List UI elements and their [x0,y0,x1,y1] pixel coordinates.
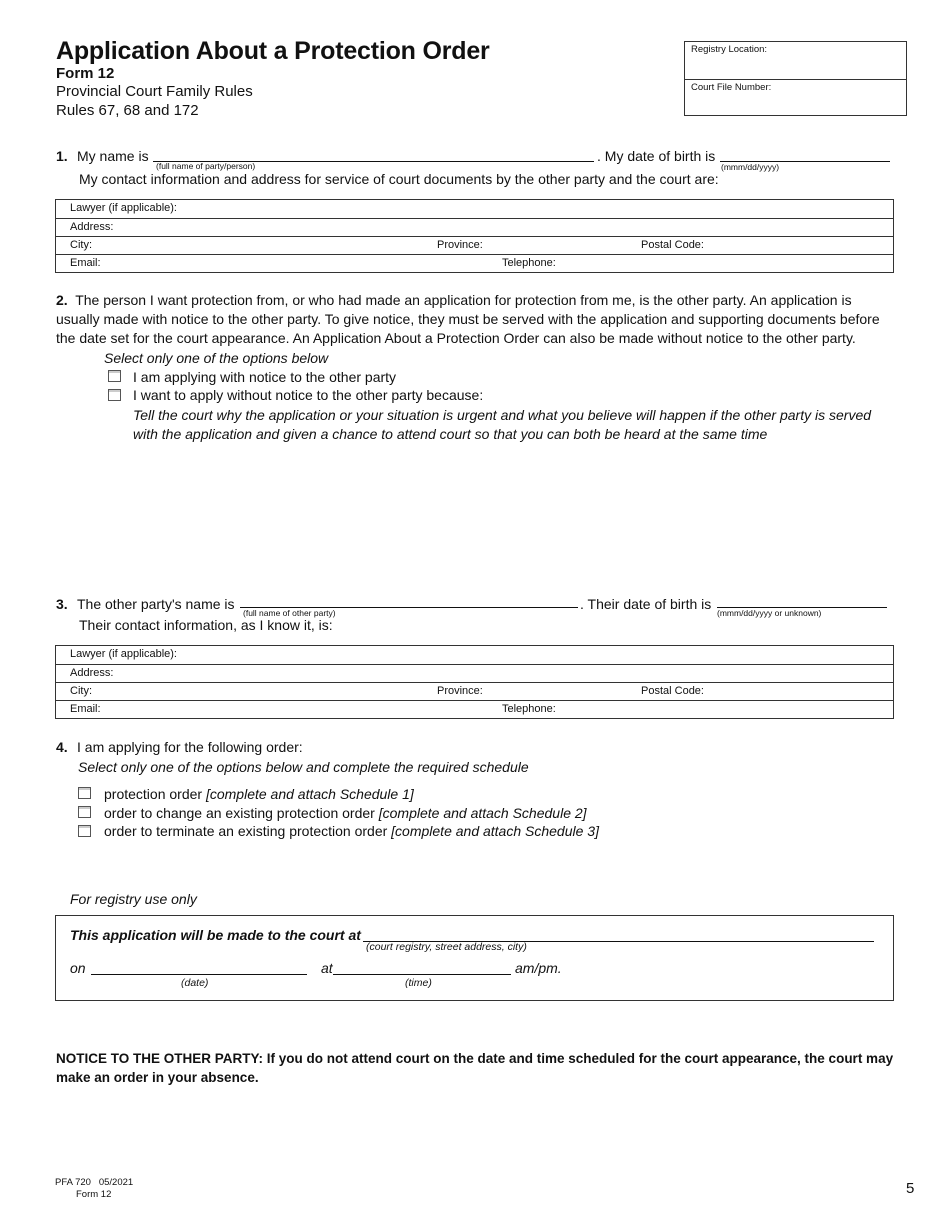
party-lawyer-row[interactable] [56,200,893,218]
option-note: [complete and attach Schedule 3] [391,823,599,839]
section-2-select-hint: Select only one of the options below [104,350,329,366]
protection-order-option [104,786,414,802]
telephone-label: Telephone: [502,703,556,715]
email-label: Email: [70,703,101,715]
form-number: Form 12 [56,65,115,82]
registry-location-label: Registry Location: [691,44,768,55]
section-3-dob-label: . Their date of birth is [580,596,712,612]
province-label: Province: [437,685,483,697]
email-label: Email: [70,257,101,269]
party-contact-table [55,199,894,273]
section-3-name-label: The other party's name is [77,596,235,612]
section-4-select-hint: Select only one of the options below and complete the required schedule [78,759,529,775]
without-notice-label: I want to apply without notice to the other party because: [133,387,484,403]
lawyer-label: Lawyer (if applicable): [70,202,177,214]
section-2-paragraph: The person I want protection from, or who had made an application for protection from me, is the other party. An application is usually made with notice to the other party. To give notice, they must be served with the application and supporting documents before the date set for the court appearance. An Application About a Protection Order can also be made without notice to the other party. [56,292,880,346]
address-label: Address: [70,221,114,233]
rules-name: Provincial Court Family Rules [56,83,253,100]
other-address-row[interactable] [56,664,893,682]
option-label: order to change an existing protection order [104,805,375,821]
section-1-number: 1. [56,148,68,164]
section-1-dob-label: . My date of birth is [597,148,716,164]
at-label: at [321,960,333,976]
other-party-contact-table [55,645,894,719]
other-party-dob-hint: (mmm/dd/yyyy or unknown) [717,608,822,618]
party-address-row[interactable] [56,218,893,236]
address-label: Address: [70,667,114,679]
protection-order-checkbox[interactable] [78,787,91,799]
other-party-name-hint: (full name of other party) [243,608,336,618]
footer-form-number: Form 12 [76,1189,112,1200]
with-notice-label: I am applying with notice to the other party [133,369,397,385]
party-dob-hint: (mmm/dd/yyyy) [721,162,780,172]
section-1-name-label: My name is [77,148,149,164]
section-4-number: 4. [56,739,68,755]
court-registry-hint: (court registry, street address, city) [366,941,527,953]
registry-use-box [55,915,894,1001]
date-hint: (date) [181,977,209,989]
notice-to-other-party: NOTICE TO THE OTHER PARTY: If you do not attend court on the date and time scheduled for the court appearance, the court may make an order in your absence. [56,1051,894,1085]
party-email-row[interactable] [56,254,893,272]
ampm-label: am/pm. [515,960,562,976]
option-note: [complete and attach Schedule 2] [378,805,587,821]
date-field[interactable] [91,974,307,975]
change-order-option [104,805,587,821]
page-number: 5 [906,1180,915,1197]
page-title: Application About a Protection Order [56,37,490,65]
party-name-hint: (full name of party/person) [156,161,256,171]
section-1-contact-intro: My contact information and address for service of court documents by the other party and the court are: [79,171,719,187]
registry-box [684,41,907,116]
option-note: [complete and attach Schedule 1] [205,786,414,802]
terminate-order-checkbox[interactable] [78,825,91,837]
time-hint: (time) [405,977,432,989]
other-city-row[interactable] [56,682,893,700]
section-3-number: 3. [56,596,68,612]
change-order-checkbox[interactable] [78,806,91,818]
other-email-row[interactable] [56,700,893,718]
option-label: protection order [104,786,203,802]
postal-code-label: Postal Code: [641,239,704,251]
time-field[interactable] [333,974,511,975]
on-label: on [70,960,86,976]
section-4-intro: I am applying for the following order: [77,739,303,755]
rules-numbers: Rules 67, 68 and 172 [56,102,199,119]
party-city-row[interactable] [56,236,893,254]
registry-location-field[interactable] [685,42,906,79]
lawyer-label: Lawyer (if applicable): [70,648,177,660]
option-label: order to terminate an existing protection order [104,823,388,839]
court-file-number-field[interactable] [685,79,906,116]
terminate-order-option [104,823,599,839]
province-label: Province: [437,239,483,251]
section-3-contact-intro: Their contact information, as I know it, is: [79,617,333,633]
without-notice-hint: Tell the court why the application or your situation is urgent and what you believe will happen if the other party is served with the application and given a chance to attend court so that you can both be heard at the same time [133,407,872,442]
made-at-label: This application will be made to the court at [70,927,361,943]
form-code: PFA 720 05/2021 [55,1177,134,1188]
court-file-number-label: Court File Number: [691,82,772,93]
with-notice-checkbox[interactable] [108,370,121,382]
city-label: City: [70,685,92,697]
without-notice-checkbox[interactable] [108,389,121,401]
registry-use-label: For registry use only [70,891,197,907]
other-lawyer-row[interactable] [56,646,893,664]
section-2-number: 2. [56,292,68,308]
telephone-label: Telephone: [502,257,556,269]
postal-code-label: Postal Code: [641,685,704,697]
city-label: City: [70,239,92,251]
section-2-paragraph-block [56,291,894,348]
urgency-explanation-area[interactable] [133,448,893,588]
